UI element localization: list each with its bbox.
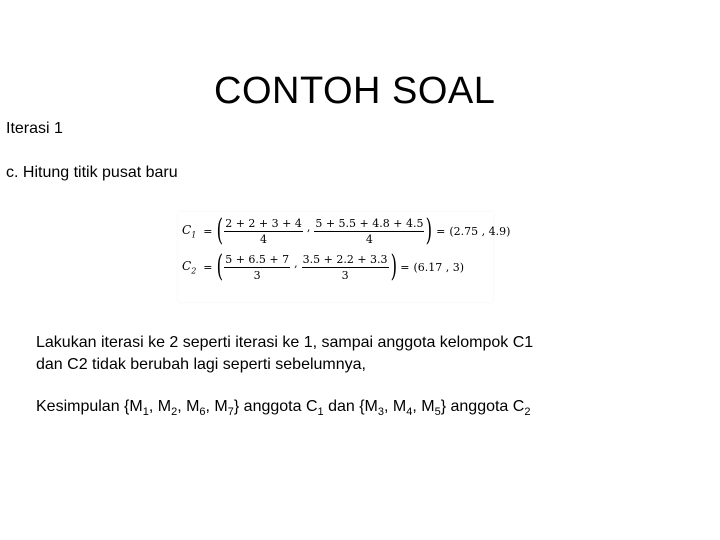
- equations-image: [178, 212, 511, 302]
- conclusion-text: Kesimpulan {$M_1$, $M_2$, $M_6$, $M_7$} anggota $C_1$ dan {$M_3$, $M_4$, $M_5$} anggota $C_2$: [36, 398, 531, 419]
- fraction: $\frac{3.5 + 2.2 + 3.3}{3}$: [302, 252, 388, 282]
- step-label: c. Hitung titik pusat baru: [6, 164, 178, 181]
- equation-lhs: $C_1$: [182, 222, 197, 240]
- slide-title: CONTOH SOAL: [214, 70, 496, 112]
- equation-c1: $C_1$ = ( $\frac{2 + 2 + 3 + 4}{4}$ , $\frac{5 + 5.5 + 4.8 + 4.5}{4}$ ) = (2.75 , 4.9): [182, 213, 511, 248]
- equation-result: (6.17 , 3): [413, 260, 465, 274]
- fraction: $\frac{2 + 2 + 3 + 4}{4}$: [225, 216, 302, 246]
- iteration-label: Iterasi 1: [6, 120, 63, 137]
- fraction: $\frac{5 + 5.5 + 4.8 + 4.5}{4}$: [315, 216, 424, 246]
- equation-result: (2.75 , 4.9): [449, 224, 511, 238]
- instruction-paragraph: [36, 332, 533, 376]
- fraction: $\frac{5 + 6.5 + 7}{3}$: [225, 252, 290, 282]
- equation-c2: $C_2$ = ( $\frac{5 + 6.5 + 7}{3}$ , $\frac{3.5 + 2.2 + 3.3}{3}$ ) = (6.17 , 3): [182, 249, 465, 284]
- equation-lhs: $C_2$: [182, 258, 197, 276]
- paragraph-line: dan C2 tidak berubah lagi seperti sebelumnya,: [36, 356, 366, 373]
- paragraph-line: Lakukan iterasi ke 2 seperti iterasi ke 1, sampai anggota kelompok C1: [36, 334, 534, 351]
